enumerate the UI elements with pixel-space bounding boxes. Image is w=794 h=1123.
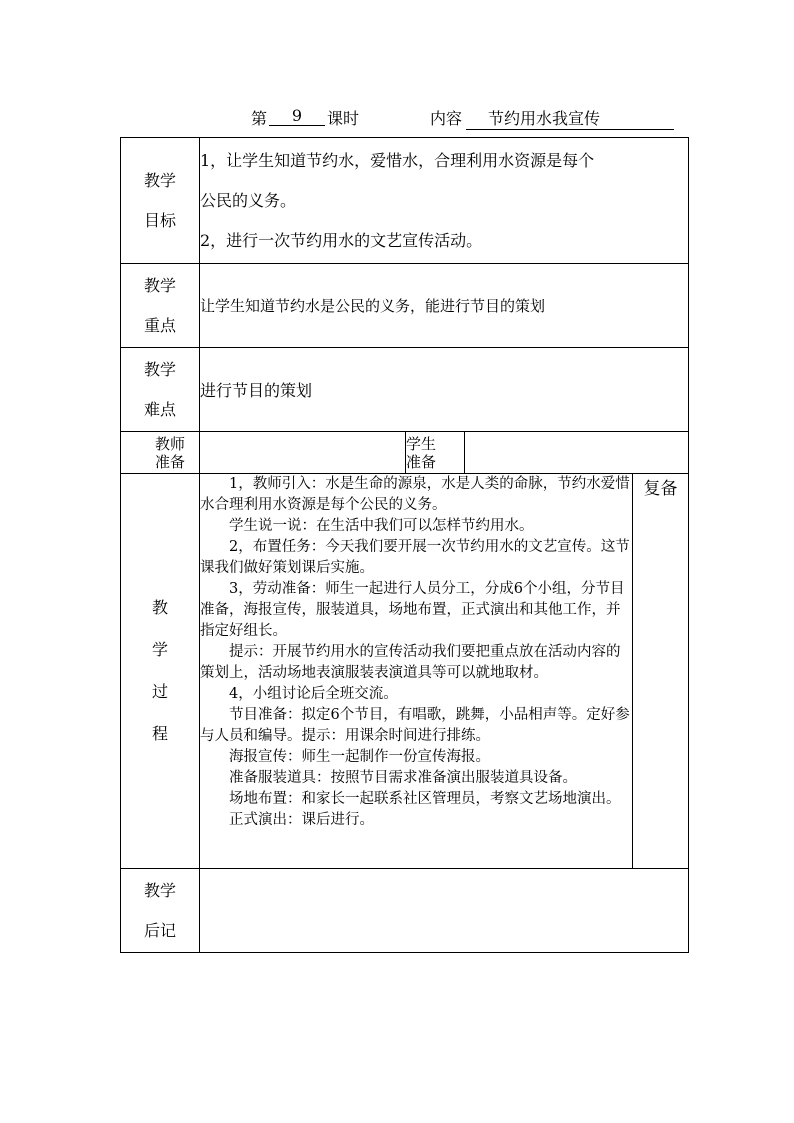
process-paragraph: 节目准备：拟定6个节目，有唱歌，跳舞，小品相声等。定好参与人员和编导。提示：用课余时间进行排练。 bbox=[200, 707, 630, 744]
process-paragraph: 1，教师引入：水是生命的源泉，水是人类的命脉，节约水爱惜水合理利用水资源是每个公民的义务。 bbox=[200, 476, 630, 513]
notes-content bbox=[200, 869, 689, 953]
header-di: 第 bbox=[251, 109, 268, 128]
key-row bbox=[121, 264, 689, 348]
process-paragraph: 3，劳动准备：师生一起进行人员分工，分成6个小组，分节目准备，海报宣传，服装道具，场地布置，正式演出和其他工作，并指定好组长。 bbox=[200, 581, 625, 639]
lesson-header bbox=[0, 106, 794, 130]
process-paragraph: 提示：开展节约用水的宣传活动我们要把重点放在活动内容的策划上，活动场地表演服装表演道具等可以就地取材。 bbox=[200, 644, 621, 681]
goals-label: 教学 目标 bbox=[121, 138, 200, 264]
process-paragraph: 4，小组讨论后全班交流。 bbox=[229, 686, 398, 702]
process-label: 教 学 过 程 bbox=[121, 474, 200, 869]
key-label: 教学 重点 bbox=[121, 264, 200, 348]
process-paragraph: 2，布置任务：今天我们要开展一次节约用水的文艺宣传。这节课我们做好策划课后实施。 bbox=[200, 539, 630, 576]
process-paragraph: 海报宣传：师生一起制作一份宣传海报。 bbox=[229, 749, 490, 765]
lesson-topic: 节约用水我宣传 bbox=[466, 106, 674, 130]
prep-row bbox=[121, 432, 689, 474]
difficulty-content: 进行节目的策划 bbox=[200, 348, 689, 432]
process-content bbox=[200, 474, 633, 869]
teacher-prep-content bbox=[200, 432, 406, 474]
difficulty-row bbox=[121, 348, 689, 432]
process-paragraph: 场地布置：和家长一起联系社区管理员，考察文艺场地演出。 bbox=[229, 791, 621, 807]
process-row bbox=[121, 474, 689, 869]
lesson-number: 9 bbox=[269, 106, 325, 126]
process-paragraph: 准备服装道具：按照节目需求准备演出服装道具设备。 bbox=[229, 770, 577, 786]
student-prep-content bbox=[465, 432, 689, 474]
header-neirong: 内容 bbox=[430, 109, 463, 128]
notes-row bbox=[121, 869, 689, 953]
student-prep-label: 学生 准备 bbox=[406, 432, 465, 474]
process-paragraph: 学生说一说：在生活中我们可以怎样节约用水。 bbox=[229, 518, 534, 534]
notes-label: 教学 后记 bbox=[121, 869, 200, 953]
difficulty-label: 教学 难点 bbox=[121, 348, 200, 432]
goals-content: 1，让学生知道节约水，爱惜水，合理利用水资源是每个 公民的义务。 2，进行一次节约用水的文艺宣传活动。 bbox=[200, 138, 689, 264]
process-paragraph: 正式演出：课后进行。 bbox=[229, 812, 374, 828]
key-content: 让学生知道节约水是公民的义务，能进行节目的策划 bbox=[200, 264, 689, 348]
review-column: 复备 bbox=[633, 474, 689, 869]
lesson-plan-table bbox=[120, 137, 689, 953]
teacher-prep-label: 教师 准备 bbox=[121, 432, 200, 474]
goals-row bbox=[121, 138, 689, 264]
header-keshi: 课时 bbox=[327, 109, 360, 128]
